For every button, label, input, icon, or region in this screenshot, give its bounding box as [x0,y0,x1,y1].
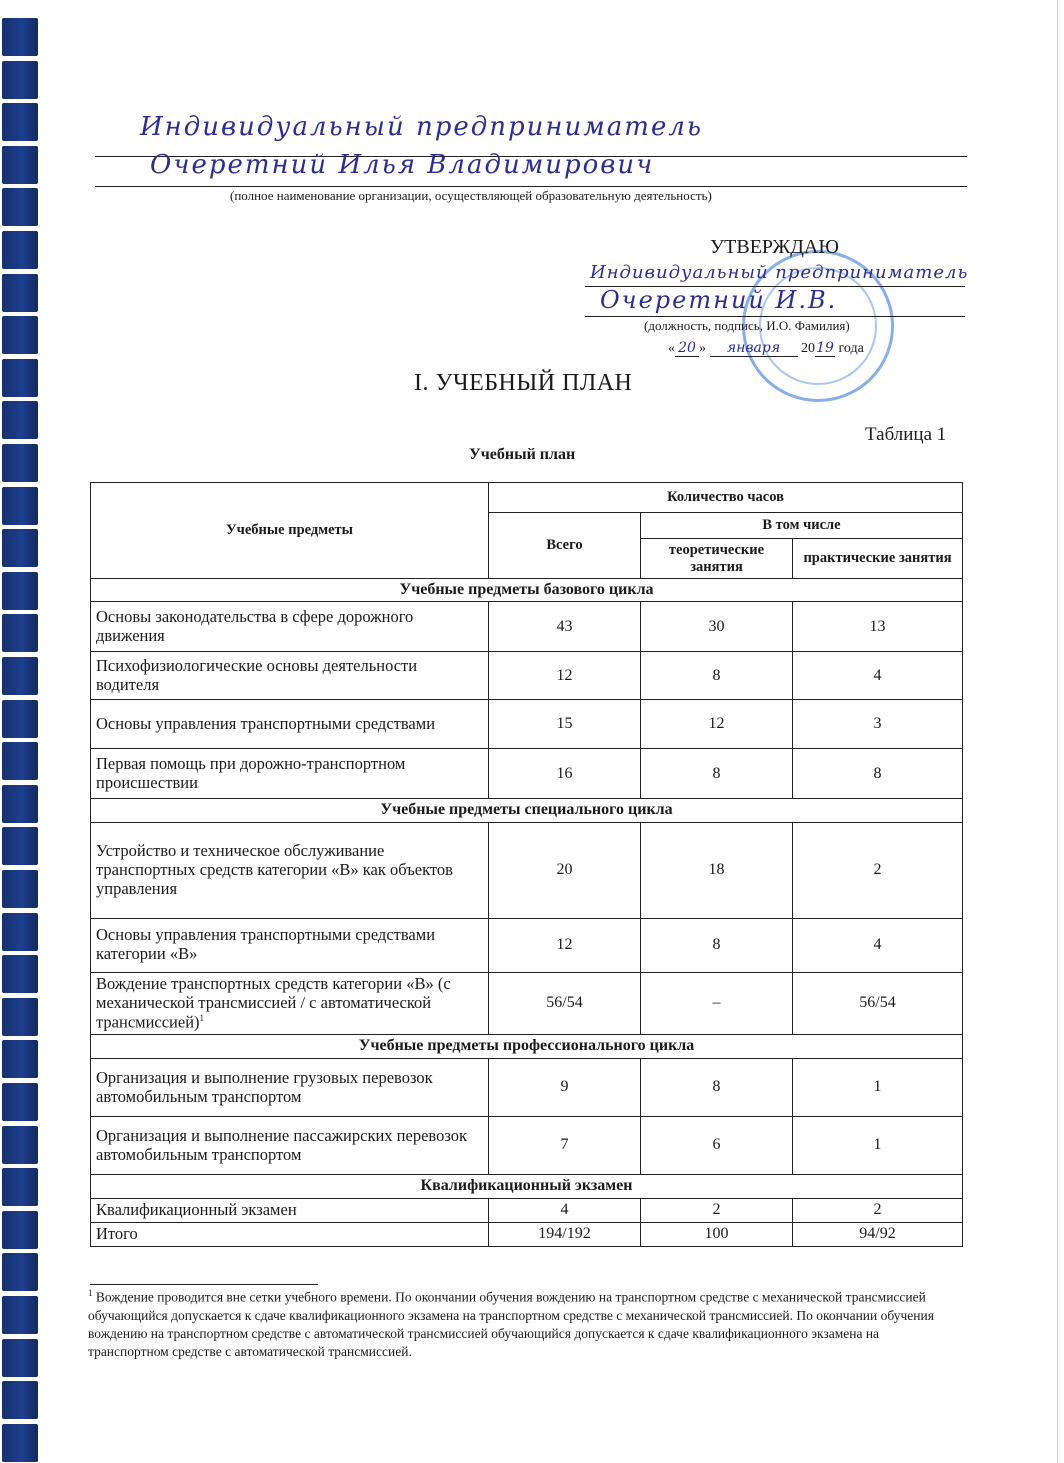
hours-practice-cell: 4 [793,918,963,972]
org-name-underline-2 [95,186,967,187]
hours-theory-cell: 8 [641,1059,793,1117]
binder-ring [2,1381,38,1419]
hours-theory-cell: 18 [641,822,793,918]
hours-theory-cell: 30 [641,602,793,652]
binder-ring [2,657,38,695]
table-row [91,652,963,700]
hours-theory-cell: 6 [641,1117,793,1175]
table-row [91,972,963,1034]
table-row [91,1198,963,1222]
binder-ring [2,870,38,908]
binder-ring [2,188,38,226]
table-row [91,1222,963,1246]
binder-rings [0,0,50,1463]
hours-total-cell: 194/192 [489,1222,641,1246]
hours-practice-cell: 94/92 [793,1222,963,1246]
approver-position-handwritten: Индивидуальный предприниматель [590,262,969,283]
date-word: года [838,341,864,356]
binder-ring [2,231,38,269]
date-month: января [710,340,798,357]
subject-cell [91,602,489,652]
hours-practice-cell: 2 [793,1198,963,1222]
hours-theory-cell: 8 [641,749,793,799]
table-row [91,602,963,652]
date-day: 20 [675,340,699,357]
date-close-quote: » [699,341,706,356]
header-total: Всего [489,513,641,579]
subject-cell [91,652,489,700]
hours-theory-cell: 2 [641,1198,793,1222]
approver-signature-handwritten: Очеретний И.В. [600,286,838,314]
hours-total-cell: 9 [489,1059,641,1117]
table-row [91,1059,963,1117]
subject-cell [91,822,489,918]
group-row [91,1035,963,1059]
section-title: I. УЧЕБНЫЙ ПЛАН [414,370,633,396]
binder-ring [2,1296,38,1334]
binder-ring [2,1040,38,1078]
date-year-prefix: 20 [801,341,815,356]
approve-title: УТВЕРЖДАЮ [710,236,839,258]
binder-ring [2,529,38,567]
hours-practice-cell: 1 [793,1059,963,1117]
hours-practice-cell: 8 [793,749,963,799]
binder-ring [2,1339,38,1377]
table-caption: Учебный план [469,446,576,463]
binder-ring [2,1253,38,1291]
subject-name: Вождение транспортных средств категории «В» (с механической трансмиссией / с автоматической трансмиссией) [96,973,451,1032]
approver-signature-underline [585,316,965,317]
subject-cell [91,1198,489,1222]
binder-ring [2,1083,38,1121]
subject-cell [91,1117,489,1175]
subject-name: Организация и выполнение пассажирских перевозок автомобильным транспортом [96,1125,468,1164]
binder-ring [2,401,38,439]
paper-edge [1057,0,1058,1463]
group-row [91,579,963,602]
group-title: Учебные предметы профессионального цикла [91,1035,963,1059]
header-hours: Количество часов [489,483,963,513]
table-row [91,1117,963,1175]
footnote-text: Вождение проводится вне сетки учебного времени. По окончании обучения вождению на транспортном средстве с механической трансмиссией обучающийся допускается к сдаче квалификационного экзамена на транспортном средстве с механической трансмиссией. По окончании обучения вождению на транспортном средстве с автоматической трансмиссией обучающийся допускается к сдаче квалификационного экзамена на транспортном средстве с автоматической трансмиссией. [88,1289,934,1360]
binder-ring [2,572,38,610]
subject-cell [91,749,489,799]
date-open-quote: « [668,341,675,356]
table-row [91,918,963,972]
org-name-handwritten-line1: Индивидуальный предприниматель [140,112,704,142]
binder-ring [2,316,38,354]
header-subjects: Учебные предметы [91,483,489,579]
binder-ring [2,444,38,482]
table-label: Таблица 1 [865,424,947,445]
hours-total-cell: 20 [489,822,641,918]
binder-ring [2,913,38,951]
subject-cell [91,918,489,972]
footnote [88,1287,958,1361]
subject-name: Устройство и техническое обслуживание транспортных средств категории «В» как объектов управления [96,840,453,898]
hours-theory-cell: 8 [641,918,793,972]
header-theory: теоретические занятия [641,539,793,579]
hours-total-cell: 43 [489,602,641,652]
binder-ring [2,742,38,780]
hours-practice-cell: 56/54 [793,972,963,1034]
curriculum-table [90,482,963,1247]
footnote-rule [90,1284,318,1285]
curriculum-table-body [91,579,963,1247]
footnote-mark: 1 [88,1288,93,1298]
subject-cell [91,700,489,749]
binder-ring [2,1424,38,1462]
hours-total-cell: 7 [489,1117,641,1175]
org-name-handwritten-line2: Очеретний Илья Владимирович [150,150,655,180]
approver-caption: (должность, подпись, И.О. Фамилия) [644,318,850,333]
binder-ring [2,998,38,1036]
binder-ring [2,614,38,652]
table-row [91,822,963,918]
hours-practice-cell: 13 [793,602,963,652]
table-row [91,749,963,799]
hours-theory-cell: 8 [641,652,793,700]
group-title: Квалификационный экзамен [91,1175,963,1198]
binder-ring [2,103,38,141]
group-title: Учебные предметы базового цикла [91,579,963,602]
hours-practice-cell: 1 [793,1117,963,1175]
binder-ring [2,785,38,823]
hours-total-cell: 4 [489,1198,641,1222]
hours-practice-cell: 2 [793,822,963,918]
subject-cell [91,1222,489,1246]
hours-total-cell: 16 [489,749,641,799]
subject-name: Итого [96,1223,138,1243]
binder-ring [2,61,38,99]
subject-name: Квалификационный экзамен [96,1199,297,1219]
binder-ring [2,700,38,738]
group-row [91,799,963,822]
binder-ring [2,18,38,56]
binder-ring [2,1211,38,1249]
hours-total-cell: 15 [489,700,641,749]
header-including: В том числе [641,513,963,539]
org-caption: (полное наименование организации, осуществляющей образовательную деятельность) [230,188,712,203]
hours-practice-cell: 3 [793,700,963,749]
hours-theory-cell: – [641,972,793,1034]
subject-cell [91,972,489,1034]
table-row [91,700,963,749]
binder-ring [2,359,38,397]
subject-name: Основы законодательства в сфере дорожного движения [96,606,414,645]
header-practice: практические занятия [793,539,963,579]
hours-practice-cell: 4 [793,652,963,700]
date-year-suffix: 19 [816,340,834,356]
subject-name: Психофизиологические основы деятельности водителя [96,655,418,694]
binder-ring [2,1168,38,1206]
subject-name: Основы управления транспортными средствами категории «В» [96,925,436,964]
binder-ring [2,827,38,865]
hours-total-cell: 12 [489,652,641,700]
hours-total-cell: 12 [489,918,641,972]
hours-total-cell: 56/54 [489,972,641,1034]
hours-theory-cell: 12 [641,700,793,749]
group-title: Учебные предметы специального цикла [91,799,963,822]
footnote-reference: 1 [199,1012,205,1023]
binder-ring [2,274,38,312]
group-row [91,1175,963,1198]
binder-ring [2,1126,38,1164]
subject-name: Основы управления транспортными средствами [96,713,436,733]
binder-ring [2,955,38,993]
binder-ring [2,146,38,184]
subject-cell [91,1059,489,1117]
binder-ring [2,487,38,525]
subject-name: Организация и выполнение грузовых перевозок автомобильным транспортом [96,1067,433,1106]
subject-name: Первая помощь при дорожно-транспортном происшествии [96,753,406,792]
approval-date [668,340,864,357]
hours-theory-cell: 100 [641,1222,793,1246]
